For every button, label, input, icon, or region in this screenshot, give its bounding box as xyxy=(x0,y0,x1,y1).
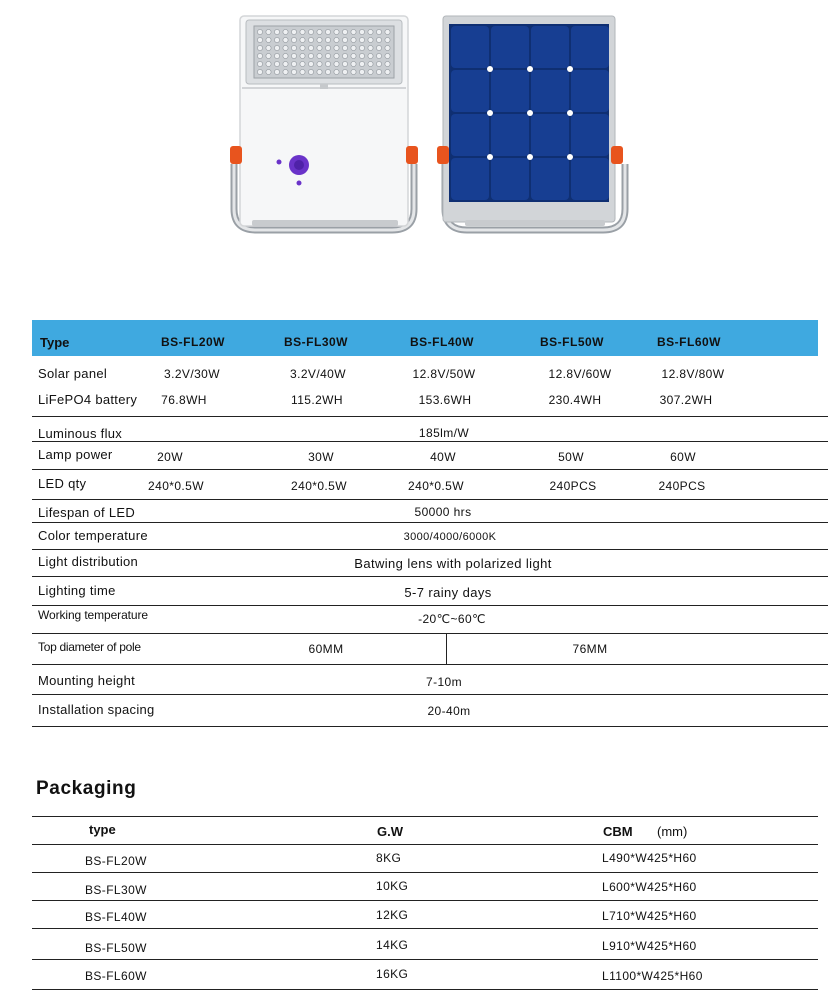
floodlight-front-image xyxy=(220,14,420,239)
packaging-type: BS-FL50W xyxy=(85,941,147,955)
row-divider xyxy=(32,605,828,606)
cell-value: 230.4WH xyxy=(548,393,602,407)
packaging-type: BS-FL40W xyxy=(85,910,147,924)
packaging-title: Packaging xyxy=(36,778,137,799)
cell-value-left: 60MM xyxy=(308,642,344,656)
packaging-type: BS-FL20W xyxy=(85,854,147,868)
row-divider xyxy=(32,441,828,442)
table-top-border xyxy=(32,816,818,817)
row-divider xyxy=(32,726,828,727)
cell-value: 153.6WH xyxy=(418,393,472,407)
packaging-cbm: L490*W425*H60 xyxy=(602,851,697,865)
cell-value: 240PCS xyxy=(658,479,706,493)
row-label: Installation spacing xyxy=(38,702,155,717)
row-label: Lamp power xyxy=(38,447,113,462)
cell-value: 240*0.5W xyxy=(148,479,204,493)
column-divider xyxy=(446,634,447,664)
cell-value: 7-10m xyxy=(425,675,463,689)
cell-value: 60W xyxy=(670,450,696,464)
cell-value: 12.8V/50W xyxy=(412,367,476,381)
row-divider xyxy=(32,576,828,577)
row-label: Working temperature xyxy=(38,608,148,622)
row-divider xyxy=(32,469,828,470)
table-bottom-border xyxy=(32,989,818,990)
row-divider xyxy=(32,928,818,929)
row-label: Top diameter of pole xyxy=(38,640,141,654)
row-divider xyxy=(32,633,828,634)
header-model: BS-FL50W xyxy=(540,335,604,349)
row-divider xyxy=(32,959,818,960)
packaging-gw: 16KG xyxy=(376,967,409,981)
cell-value: 50W xyxy=(558,450,584,464)
cell-value: 240PCS xyxy=(549,479,597,493)
header-model: BS-FL30W xyxy=(284,335,348,349)
packaging-header-type: type xyxy=(89,822,116,837)
cell-value: 20W xyxy=(157,450,183,464)
header-model: BS-FL60W xyxy=(657,335,721,349)
packaging-cbm: L1100*W425*H60 xyxy=(602,969,703,983)
packaging-gw: 8KG xyxy=(376,851,402,865)
row-label: Solar panel xyxy=(38,366,108,381)
spec-table-header xyxy=(32,320,818,356)
row-label: Light distribution xyxy=(38,554,139,569)
packaging-table xyxy=(32,814,818,994)
row-label: Lighting time xyxy=(38,583,116,598)
cell-value: 30W xyxy=(308,450,334,464)
cell-value: 50000 hrs xyxy=(414,505,472,519)
header-model: BS-FL20W xyxy=(161,335,225,349)
packaging-header-cbm: CBM xyxy=(603,824,633,839)
packaging-type: BS-FL30W xyxy=(85,883,147,897)
cell-value: 40W xyxy=(430,450,456,464)
packaging-header-gw: G.W xyxy=(377,824,403,839)
cell-value: 12.8V/80W xyxy=(661,367,725,381)
cell-value: 185lm/W xyxy=(418,426,470,440)
product-images xyxy=(220,14,640,244)
row-divider xyxy=(32,694,828,695)
packaging-cbm: L910*W425*H60 xyxy=(602,939,697,953)
row-divider xyxy=(32,872,818,873)
row-divider xyxy=(32,664,828,665)
row-divider xyxy=(32,499,828,500)
packaging-gw: 10KG xyxy=(376,879,409,893)
packaging-cbm: L710*W425*H60 xyxy=(602,909,697,923)
packaging-header-cbm-unit: (mm) xyxy=(657,824,688,839)
cell-value: 3000/4000/6000K xyxy=(403,531,497,543)
cell-value: 240*0.5W xyxy=(408,479,464,493)
row-label: Color temperature xyxy=(38,528,148,543)
packaging-gw: 12KG xyxy=(376,908,409,922)
packaging-type: BS-FL60W xyxy=(85,969,147,983)
packaging-gw: 14KG xyxy=(376,938,409,952)
row-divider xyxy=(32,522,828,523)
row-label: LiFePO4 battery xyxy=(38,392,138,407)
packaging-cbm: L600*W425*H60 xyxy=(602,880,697,894)
row-label: Mounting height xyxy=(38,673,136,688)
row-label: Lifespan of LED xyxy=(38,505,136,520)
cell-value: 3.2V/30W xyxy=(164,367,220,381)
cell-value: 76.8WH xyxy=(161,393,207,407)
cell-value: 5-7 rainy days xyxy=(404,585,492,600)
row-divider xyxy=(32,844,818,845)
cell-value: -20℃~60℃ xyxy=(418,612,486,626)
cell-value: 12.8V/60W xyxy=(548,367,612,381)
cell-value-right: 76MM xyxy=(572,642,608,656)
cell-value: 115.2WH xyxy=(291,393,343,407)
header-model: BS-FL40W xyxy=(410,335,474,349)
cell-value: 307.2WH xyxy=(659,393,713,407)
floodlight-solar-panel-image xyxy=(435,14,635,239)
row-label: Luminous flux xyxy=(38,426,123,441)
row-divider xyxy=(32,549,828,550)
header-type-label: Type xyxy=(40,335,70,350)
cell-value: 3.2V/40W xyxy=(290,367,346,381)
row-divider xyxy=(32,416,828,417)
cell-value: 240*0.5W xyxy=(291,479,347,493)
row-divider xyxy=(32,900,818,901)
cell-value: Batwing lens with polarized light xyxy=(354,556,552,571)
row-label: LED qty xyxy=(38,476,87,491)
cell-value: 20-40m xyxy=(427,704,471,718)
